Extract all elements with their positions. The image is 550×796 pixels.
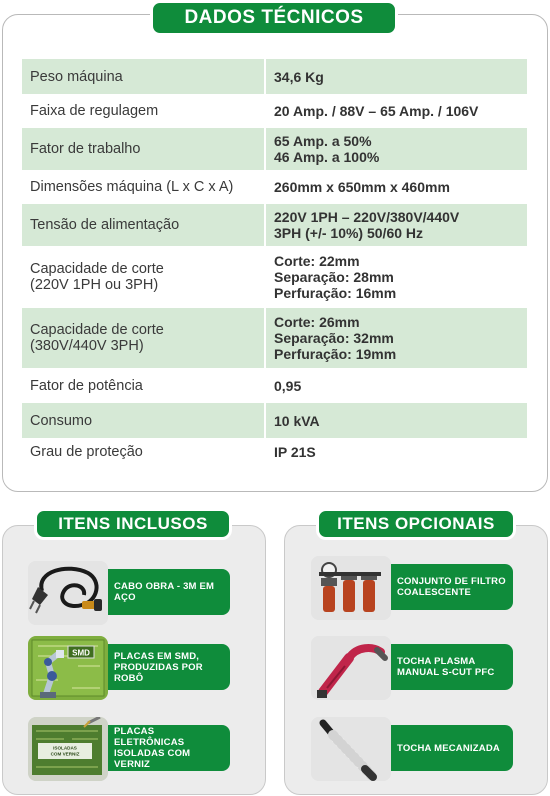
spec-label-line: Grau de proteção xyxy=(30,444,143,460)
spec-label-line: Fator de potência xyxy=(30,377,143,394)
included-title: ITENS INCLUSOS xyxy=(34,508,232,540)
spec-label-line: Tensão de alimentação xyxy=(30,217,180,233)
optional-title: ITENS OPCIONAIS xyxy=(316,508,516,540)
spec-label xyxy=(22,59,266,94)
varnished-board-icon xyxy=(28,717,108,781)
spec-label-line: Peso máquina xyxy=(30,68,123,85)
spec-label xyxy=(22,94,266,128)
spec-row xyxy=(22,128,527,170)
spec-row xyxy=(22,170,527,204)
spec-row xyxy=(22,403,527,438)
spec-value-line: Separação: 28mm xyxy=(274,269,394,285)
spec-value xyxy=(266,413,527,429)
spec-row xyxy=(22,204,527,246)
spec-value-line: 0,95 xyxy=(274,377,302,394)
included-item-label: PLACAS EM SMD, PRODUZIDAS POR ROBÔ xyxy=(108,644,230,690)
spec-value xyxy=(266,209,527,241)
spec-label-line: (380V/440V 3PH) xyxy=(30,338,144,354)
included-item-label: CABO OBRA - 3M EM AÇO xyxy=(108,569,230,615)
spec-label-line: Capacidade de corte xyxy=(30,261,164,277)
spec-row xyxy=(22,94,527,128)
spec-value-line: 65 Amp. a 50% xyxy=(274,133,372,149)
spec-row xyxy=(22,246,527,308)
spec-value-line: 46 Amp. a 100% xyxy=(274,149,380,165)
optional-item-label: CONJUNTO DE FILTRO COALESCENTE xyxy=(391,564,513,610)
specs-title: DADOS TÉCNICOS xyxy=(150,0,398,36)
spec-label xyxy=(22,368,266,403)
spec-value-line: 20 Amp. / 88V – 65 Amp. / 106V xyxy=(274,103,479,119)
spec-label xyxy=(22,403,266,438)
spec-value xyxy=(266,444,527,460)
spec-value-line: 260mm x 650mm x 460mm xyxy=(274,179,450,195)
spec-label-line: (220V 1PH ou 3PH) xyxy=(30,277,159,293)
spec-row xyxy=(22,438,527,466)
spec-label-line: Dimensões máquina (L x C x A) xyxy=(30,179,234,195)
spec-value xyxy=(266,133,527,165)
spec-value-line: 34,6 Kg xyxy=(274,68,324,85)
spec-row xyxy=(22,368,527,403)
spec-value-line: 10 kVA xyxy=(274,412,320,429)
spec-value xyxy=(266,103,527,119)
smd-chip-text: SMD xyxy=(72,648,90,658)
spec-label-line: Consumo xyxy=(30,412,93,429)
spec-label xyxy=(22,308,266,368)
optional-item-label: TOCHA PLASMA MANUAL S-CUT PFC xyxy=(391,644,513,690)
machine-torch-icon xyxy=(311,717,391,781)
ground-clamp-cable-icon xyxy=(28,561,108,625)
spec-value-line: IP 21S xyxy=(274,444,316,460)
spec-value xyxy=(266,179,527,195)
spec-label xyxy=(22,246,266,308)
spec-value xyxy=(266,378,527,394)
svg-text:ISOLADAS: ISOLADAS xyxy=(53,745,77,751)
spec-value xyxy=(266,314,527,362)
spec-value-line: Corte: 26mm xyxy=(274,314,360,330)
spec-label xyxy=(22,204,266,246)
specs-table xyxy=(22,59,527,466)
spec-value-line: Corte: 22mm xyxy=(274,253,360,269)
spec-label-line: Capacidade de corte xyxy=(30,322,164,338)
spec-value xyxy=(266,69,527,85)
spec-row xyxy=(22,308,527,368)
spec-label-line: Fator de trabalho xyxy=(30,141,141,157)
spec-label xyxy=(22,128,266,170)
spec-label xyxy=(22,170,266,204)
smd-robot-icon xyxy=(28,636,108,700)
included-item-label: PLACAS ELETRÔNICAS ISOLADAS COM VERNIZ xyxy=(108,725,230,771)
plasma-torch-icon xyxy=(311,636,391,700)
spec-label xyxy=(22,438,266,466)
spec-value-line: Separação: 32mm xyxy=(274,330,394,346)
spec-value-line: 220V 1PH – 220V/380V/440V xyxy=(274,209,460,225)
air-filter-set-icon xyxy=(311,556,391,620)
spec-value-line: Perfuração: 19mm xyxy=(274,346,397,362)
spec-value xyxy=(266,253,527,301)
spec-value-line: 3PH (+/- 10%) 50/60 Hz xyxy=(274,225,424,241)
spec-label-line: Faixa de regulagem xyxy=(30,103,159,119)
spec-value-line: Perfuração: 16mm xyxy=(274,285,397,301)
spec-row xyxy=(22,59,527,94)
optional-item-label: TOCHA MECANIZADA xyxy=(391,725,513,771)
svg-text:COM VERNIZ: COM VERNIZ xyxy=(50,751,80,757)
